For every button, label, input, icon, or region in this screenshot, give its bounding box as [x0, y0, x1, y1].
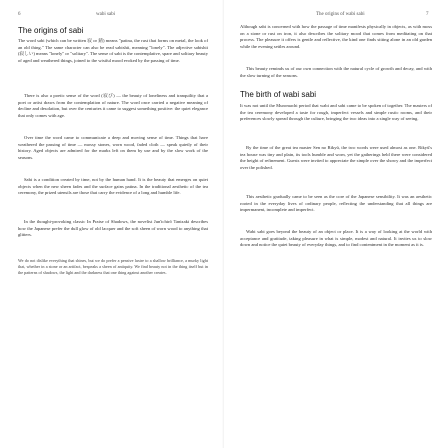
right-page	[224, 0, 448, 448]
block-quote: We do not dislike everything that shines, but we do prefer a pensive lustre to a shallow brilliance, a murky light that, whether in a stone or an artifact, bespeaks a sheen of antiquity. We find beauty not in the thing itself but in the patterns of shadows, the light and the darkness that one thing against another creates.	[18, 258, 208, 276]
section-heading: The birth of wabi sabi	[240, 90, 317, 99]
body-paragraph: There is also a poetic sense of the word (寂び) — the beauty of loneliness and tranquility that a poet or artist draws from the contemplation of nature. The word once carried a negative meaning of decline and desolation, but over the centuries it came to suggest something positive: the quiet elegance that only comes with age.	[18, 93, 208, 118]
body-paragraph: By the time of the great tea master Sen no Rikyū, the two words were used almost as one. Rikyū's tea house was tiny and plain, its tools humble and worn, yet the gatherings held there were considered the height of refinement. Guests were invited to appreciate the simple over the showy and the imperfect over the polished.	[240, 145, 432, 170]
body-paragraph: Sabi is a condition created by time, not by the human hand. It is the beauty that emerges on quiet objects when the new sheen fades and the surface gains patina. In the traditional aesthetic of the tea ceremony, the prized utensils are those that carry the evidence of a long and humble life.	[18, 177, 208, 196]
running-title: wabi sabi	[96, 12, 116, 17]
running-title: The origins of wabi sabi	[316, 12, 365, 17]
body-paragraph: In the thought-provoking classic In Praise of Shadows, the novelist Jun'ichirō Tanizaki describes how the Japanese prefer the dull glow of old lacquer and the soft sheen of worn wood to anything that glitters.	[18, 219, 208, 238]
body-paragraph: The word sabi (which can be written 寂 or 錆) means "patina, the rust that forms on metal, the look of an old thing." The same character can also be read sabishii, meaning "lonely". The adjective sabishii (寂しい) means "lonely" or "solitary". The sense of sabi is the contemplative, spare and solitary beauty of aged and weathered things, joined to the wistful mood evoked by the passing of time.	[18, 38, 208, 63]
section-heading: The origins of sabi	[18, 26, 84, 35]
body-paragraph: It was not until the Muromachi period that wabi and sabi came to be spoken of together. The masters of the tea ceremony developed a taste for rough, imperfect vessels and simple rustic rooms, and their preferences slowly spread through the culture, bringing the two ideas into a single way of seeing.	[240, 103, 432, 122]
page-number: 7	[426, 12, 429, 17]
body-paragraph: Although sabi is concerned with how the passage of time manifests physically in objects, as with moss on a stone or rust on iron, it also describes the solitary mood that comes from meditating on that process. The pleasure it offers is gentle and reflective, the kind one finds sitting alone in an old garden while the evening settles around.	[240, 24, 432, 49]
body-paragraph: This beauty reminds us of our own connection with the natural cycle of growth and decay, and with the slow turning of the seasons.	[240, 66, 432, 78]
page-number: 6	[18, 12, 21, 17]
body-paragraph: Wabi sabi goes beyond the beauty of an object or place. It is a way of looking at the world with acceptance and gratitude, taking pleasure in what is simple, modest and natural. It invites us to slow down and notice the quiet beauty of everyday things, and to find contentment in the moment as it is.	[240, 229, 432, 248]
body-paragraph: Over time the word came to communicate a deep and moving sense of time. Things that have weathered the passing of time — mossy stones, worn wood, faded cloth — speak quietly of their history. Aged objects are admired for the marks left on them by use and by the slow work of the seasons.	[18, 135, 208, 160]
body-paragraph: This aesthetic gradually came to be seen as the core of the Japanese sensibility. It was an aesthetic rooted in the everyday lives of ordinary people, reflecting the understanding that all things are impermanent, incomplete and imperfect.	[240, 194, 432, 213]
